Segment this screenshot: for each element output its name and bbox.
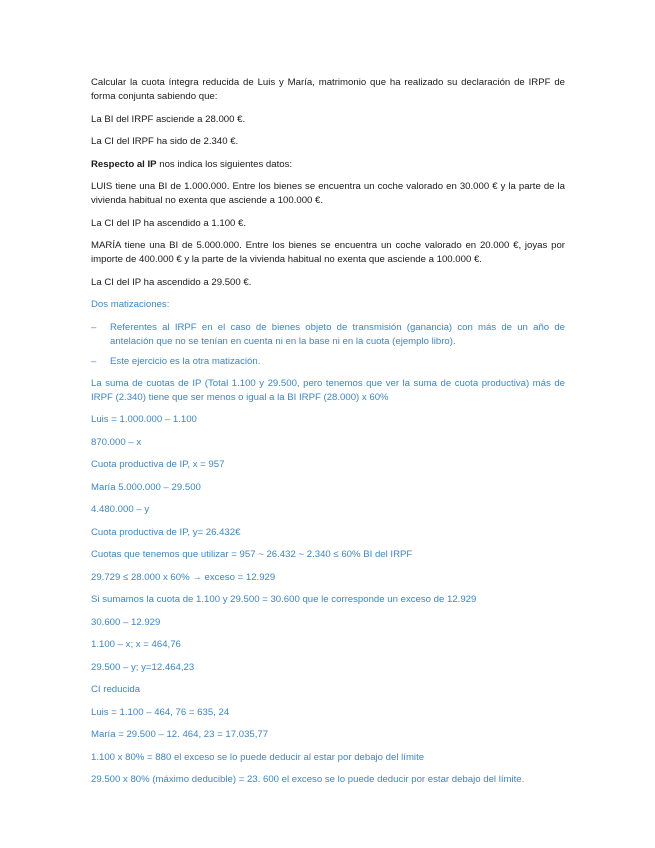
solution-line: Cuotas que tenemos que utilizar = 957 ~ 26.432 ~ 2.340 ≤ 60% BI del IRPF [91,549,413,560]
solution-line: La suma de cuotas de IP (Total 1.100 y 29.500, pero tenemos que ver la suma de cuota productiva) más de IRPF (2.340) tiene que ser menos o igual a la BI IRPF (28.000) x 60% [91,377,565,403]
list-item [91,321,565,349]
bullet-dash: – [91,355,97,367]
solution-line: 870.000 – x [91,436,142,448]
ip-heading-bold: Respecto al IP [91,158,157,170]
solution-line: María = 29.500 – 12. 464, 23 = 17.035,77 [91,729,269,740]
solution-line: 1.100 – x; x = 464,76 [91,639,181,650]
ip-heading-rest: nos indica los siguientes datos: [156,158,293,170]
solution-line: 29.729 ≤ 28.000 x 60% → exceso = 12.929 [91,571,276,583]
list-item [91,355,565,369]
solution-line: 4.480.000 – y [91,504,150,515]
solution-line: Si sumamos la cuota de 1.100 y 29.500 = 30.600 que le corresponde un exceso de 12.929 [91,594,477,605]
irpf-bi-line: La BI del IRPF asciende a 28.000 €. [91,113,246,125]
intro-paragraph: Calcular la cuota íntegra reducida de Luis y María, matrimonio que ha realizado su declaración de IRPF de forma conjunta sabiendo que: [91,77,565,102]
solution-line: 29.500 x 80% (máximo deducible) = 23. 600 el exceso se lo puede deducir por estar debajo del límite. [91,774,525,785]
solution-line: 1.100 x 80% = 880 el exceso se lo puede deducir al estar por debajo del límite [91,751,425,763]
list-item-text: Referentes al IRPF en el caso de bienes objeto de transmisión (ganancia) con más de un año de antelación que no se tenían en cuenta ni en la base ni en la cuota (ejemplo libro). [110,321,565,347]
matizaciones-title: Dos matizaciones: [91,299,170,310]
luis-ci-line: La CI del IP ha ascendido a 1.100 €. [91,217,247,229]
solution-line: María 5.000.000 – 29.500 [91,481,201,493]
solution-line: Cuota productiva de IP, y= 26.432€ [91,526,241,538]
solution-line: Luis = 1.000.000 – 1.100 [91,414,197,425]
luis-data-paragraph: LUIS tiene una BI de 1.000.000. Entre los bienes se encuentra un coche valorado en 30.000 € y la parte de la vivienda habitual no exenta que asciende a 100.000 €. [91,181,565,206]
solution-line: Luis = 1.100 – 464, 76 = 635, 24 [91,706,230,718]
solution-line: 29.500 – y; y=12.464,23 [91,661,195,673]
solution-line: 30.600 – 12.929 [91,616,161,628]
maria-data-paragraph: MARÍA tiene una BI de 5.000.000. Entre los bienes se encuentra un coche valorado en 20.000 €, joyas por importe de 400.000 € y la parte de la vivienda habitual no exenta que asciende a 100.000 €. [91,240,565,265]
document-content [91,76,565,796]
maria-ci-line: La CI del IP ha ascendido a 29.500 €. [91,276,252,288]
ip-heading [91,158,565,172]
matizaciones-list [91,321,565,369]
solution-line: CI reducida [91,684,141,695]
bullet-dash: – [91,321,97,333]
irpf-ci-line: La CI del IRPF ha sido de 2.340 €. [91,136,239,147]
solution-line: Cuota productiva de IP, x = 957 [91,459,225,470]
list-item-text: Este ejercicio es la otra matización. [110,355,261,367]
